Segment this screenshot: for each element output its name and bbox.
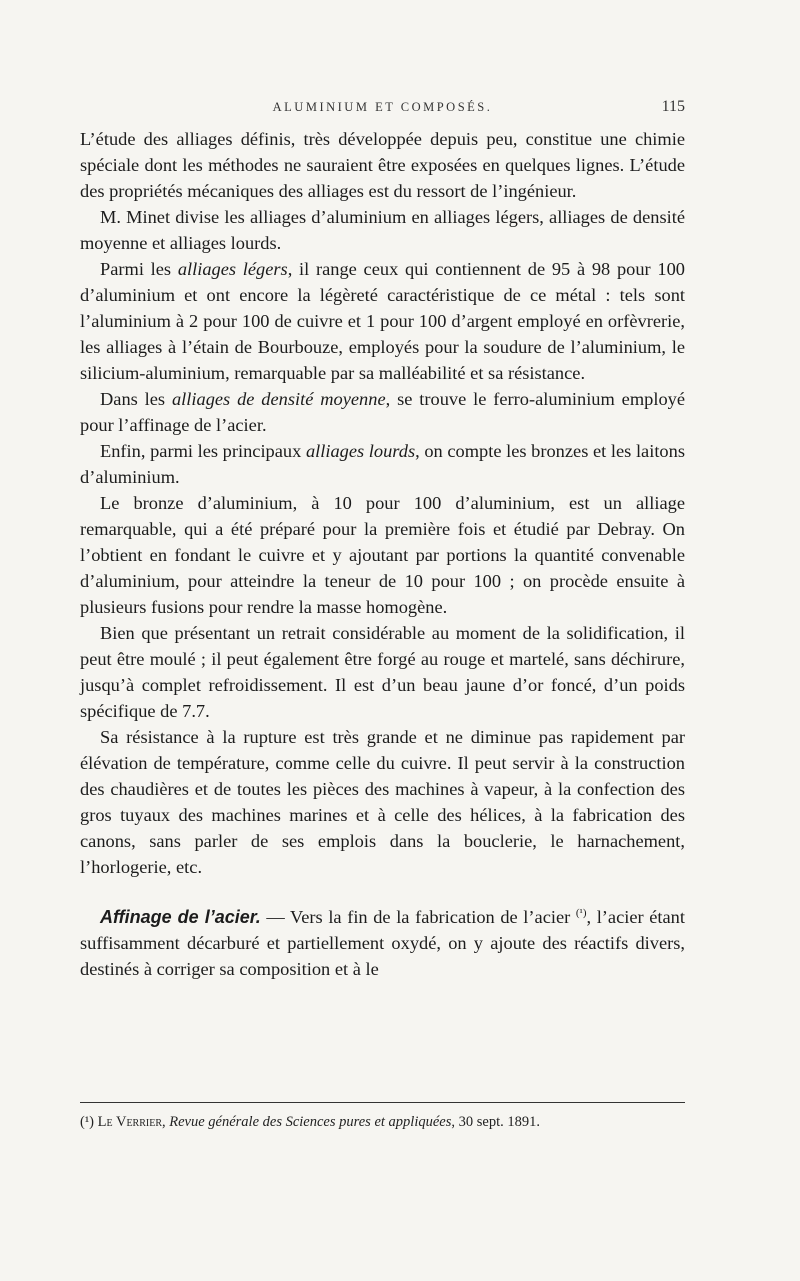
text-run: L’étude des alliages définis, très développée depuis peu, constitue une chimie spéciale dont les méthodes ne sauraient être exposées en quelques lignes. L’étude des propriétés mécaniques des alliages est du ressort de l’ingénieur. — [80, 129, 685, 201]
text-run: M. Minet divise les alliages d’aluminium en alliages légers, alliages de densité moyenne et alliages lourds. — [80, 207, 685, 253]
text-run: Sa résistance à la rupture est très grande et ne diminue pas rapidement par élévation de température, comme celle du cuivre. Il peut servir à la construction des chaudières et de toutes les pièces des machines à vapeur, à la confection des gros tuyaux des machines marines et à celle des hélices, à la fabrication des canons, sans parler de ses emplois dans la bouclerie, le harnachement, l’horlogerie, etc. — [80, 727, 685, 877]
body-text — [80, 126, 685, 982]
italic-term: alliages légers — [177, 259, 288, 279]
text-run: , se trouve le ferro-aluminium employé pour l’affinage de l’acier. — [80, 389, 686, 435]
footnote-date: 30 sept. 1891. — [458, 1114, 540, 1130]
italic-term: alliages de densité moyenne — [171, 389, 386, 409]
section-text-start: Vers la fin de la fabrication de l’acier — [290, 907, 576, 927]
paragraph — [80, 126, 685, 204]
text-run: Parmi les — [100, 259, 178, 279]
section-text-end: , l’acier étant suffisamment décarburé et partiellement oxydé, on y ajoute des réactifs divers, destinés à corriger sa composition et à le — [80, 907, 685, 979]
text-run: , il range ceux qui contiennent de 95 à 98 pour 100 d’aluminium et ont encore la légèreté caractéristique de ce métal : tels sont l’aluminium à 2 pour 100 de cuivre et 1 pour 100 d’argent employé en orfèvrerie, les alliages à l’étain de Bourbouze, employés pour la soudure de l’aluminium, le silicium-aluminium, remarquable par sa malléabilité et sa résistance. — [80, 259, 685, 383]
text-run: Bien que présentant un retrait considérable au moment de la solidification, il peut être moulé ; il peut également être forgé au rouge et martelé, sans déchirure, jusqu’à complet refroidissement. Il est d’un beau jaune d’or foncé, d’un poids spécifique de 7.7. — [80, 623, 685, 721]
text-run: Enfin, parmi les principaux — [100, 441, 306, 461]
section-paragraph — [80, 904, 685, 982]
text-run: Le bronze d’aluminium, à 10 pour 100 d’aluminium, est un alliage remarquable, qui a été préparé pour la première fois et étudié par Debray. On l’obtient en fondant le cuivre et y ajoutant par portions la quantité convenable d’aluminium, pour atteindre la teneur de 10 pour 100 ; on procède ensuite à plusieurs fusions pour rendre la masse homogène. — [80, 493, 685, 617]
footnote-reference[interactable]: (¹) — [575, 906, 587, 919]
running-header — [80, 100, 685, 124]
text-run: , on compte les bronzes et les laitons d’aluminium. — [80, 441, 685, 487]
paragraph — [80, 438, 685, 490]
paragraph — [80, 724, 685, 880]
paragraph — [80, 620, 685, 724]
italic-term: alliages lourds — [305, 441, 416, 461]
section-title: Affinage de l’acier. — [100, 907, 261, 927]
running-title: ALUMINIUM ET COMPOSÉS. — [272, 100, 493, 114]
paragraph — [80, 256, 685, 386]
footnote-journal: Revue générale des Sciences pures et appliquées — [169, 1114, 452, 1130]
footnote-marker: (¹) — [80, 1114, 95, 1130]
footnote: (¹) Le Verrier, Revue générale des Sciences pures et appliquées, 30 sept. 1891. — [80, 1114, 540, 1130]
paragraph — [80, 386, 685, 438]
paragraph — [80, 204, 685, 256]
paragraph-list — [80, 126, 685, 880]
footnote-author: Le Verrier — [97, 1114, 162, 1130]
page-number: 115 — [661, 98, 685, 115]
paragraph — [80, 490, 685, 620]
footnote-rule — [80, 1102, 685, 1103]
section-dash: — — [260, 907, 291, 927]
text-run: Dans les — [100, 389, 172, 409]
